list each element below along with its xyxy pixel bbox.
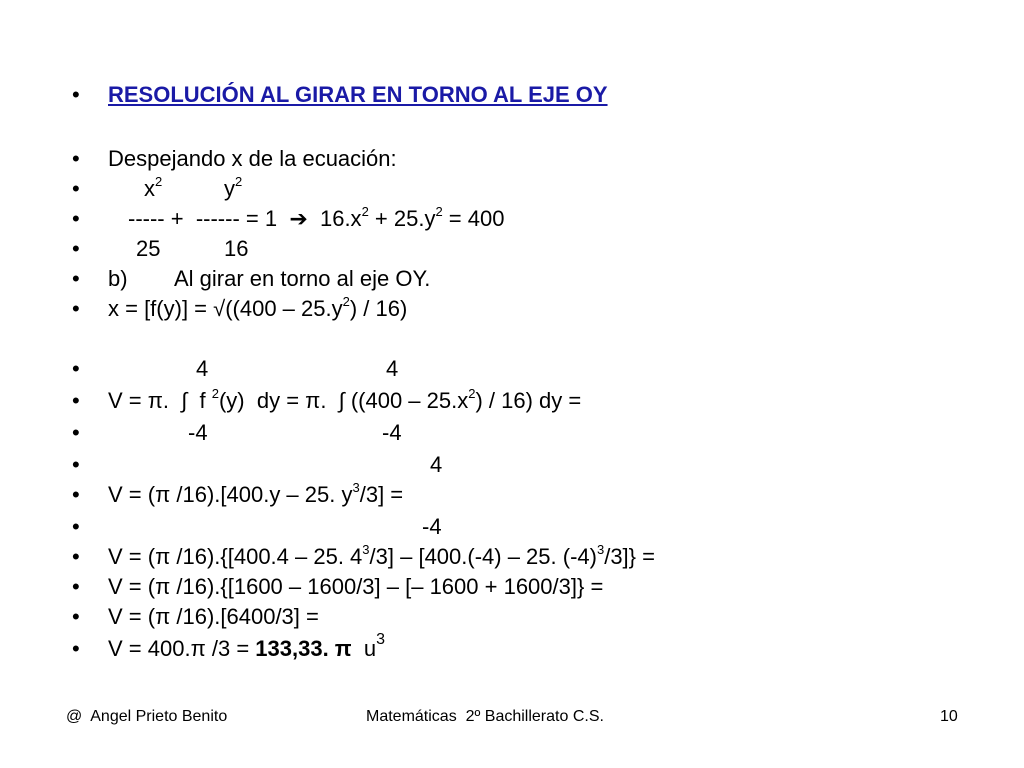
bullet: • [72,146,80,171]
footer-author: @ Angel Prieto Benito [66,708,228,725]
upper-limit-a: 4 [196,356,209,381]
bullet: • [72,296,80,321]
upper-limit-b: 4 [386,356,399,381]
line-text: Al girar en torno al eje OY. [174,266,431,291]
bullet: • [72,356,80,381]
line-text: V = (π /16).{[1600 – 1600/3] – [– 1600 + 1600/3]} = [108,574,604,599]
denominator-b: 16 [224,236,249,261]
result-line: V = 400.π /3 = 133,33. π $u^3$ [108,631,386,661]
bullet: • [72,574,80,599]
bullet: • [72,636,80,661]
formula-line: V = (π /16).{[400.4 – 25. $4^3/3] - [400.(-4) - 25$. $(-4)^3/3$]} = [108,542,655,569]
bullet: • [72,482,80,507]
bullet: • [72,82,80,107]
denominator-a: 25 [136,236,161,261]
footer-course: Matemáticas 2º Bachillerato C.S. [366,708,604,725]
bullet: • [72,266,80,291]
bullet: • [72,514,80,539]
arrow-icon: ➔ [289,206,308,231]
bullet: • [72,176,80,201]
lower-limit: -4 [422,514,442,539]
bullet: • [72,206,80,231]
numerator-y: $y^2$ [224,174,243,201]
formula-line: V = (π /16).[400.y – 25. $y^3/3$] = [108,480,404,507]
line-text: Despejando x de la ecuación: [108,146,397,171]
formula-line: $x = [f(y)] = √((400 - 25.y^2) / 16)$ [108,294,408,321]
slide-title: RESOLUCIÓN AL GIRAR EN TORNO AL EJE OY [108,82,608,107]
integral-line: V = π. ∫ f $^2$(y) dy = π. ∫ $((400 - 25.x^2) / 16)$ dy = [108,386,582,413]
item-label: b) [108,266,128,291]
lower-limit-b: -4 [382,420,402,445]
lower-limit-a: -4 [188,420,208,445]
page-number: 10 [940,708,958,725]
bullet: • [72,604,80,629]
line-text: V = (π /16).[6400/3] = [108,604,319,629]
bullet: • [72,236,80,261]
result-value: 133,33. π [255,636,352,661]
bullet: • [72,420,80,445]
bullet: • [72,544,80,569]
equation-line: ----- + ------ = 1 ➔ $16.x^2 + 25.y^2 = 400$ [128,204,505,231]
bullet: • [72,388,80,413]
numerator-x: $x^2$ [144,174,163,201]
bullet: • [72,452,80,477]
upper-limit: 4 [430,452,443,477]
